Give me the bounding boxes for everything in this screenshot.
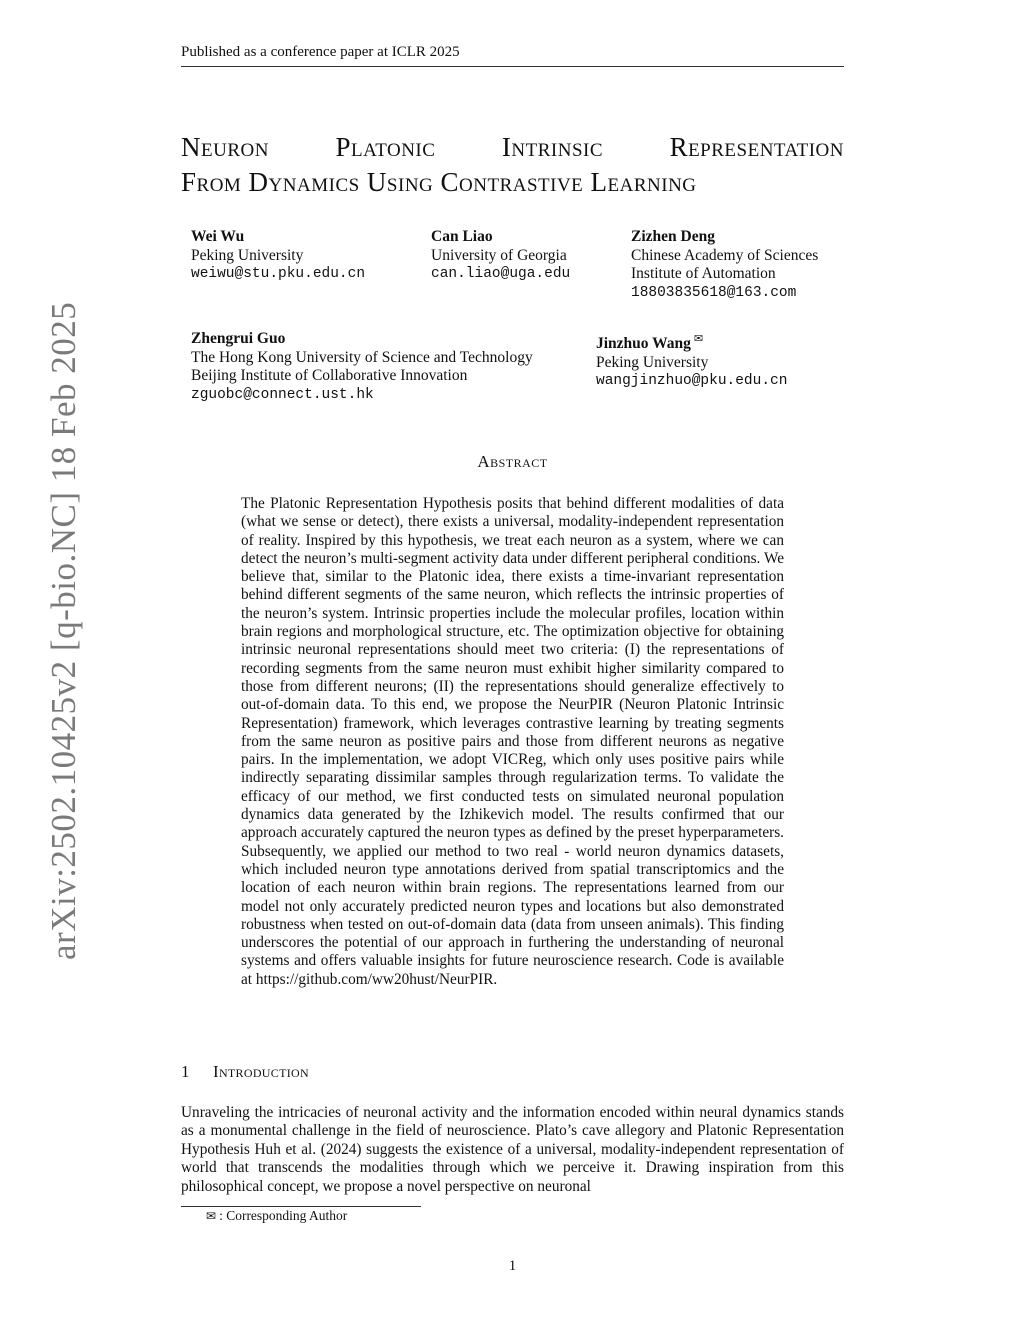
- author-email[interactable]: 18803835618@163.com: [631, 284, 797, 301]
- author-name: Wei Wu: [191, 228, 245, 245]
- footnote-divider: [181, 1206, 421, 1207]
- introduction-text: Unraveling the intricacies of neuronal activity and the information encoded within neural dynamics stands as a monumental challenge in the field of neuroscience. Plato’s cave allegory and Platonic Representation Hypothesis Huh et al. (2024) suggests the existence of a universal, modality-independent representation of world that transcends the modalities through which we perceive it. Drawing inspiration from this philosophical concept, we propose a novel perspective on neuronal: [181, 1104, 844, 1195]
- author-affiliation: The Hong Kong University of Science and Technology: [191, 348, 533, 366]
- author-email[interactable]: can.liao@uga.edu: [431, 266, 571, 282]
- author-block: [631, 228, 818, 302]
- abstract-heading: Abstract: [477, 452, 548, 471]
- author-affiliation: University of Georgia: [431, 246, 567, 264]
- page-number: 1: [508, 1258, 517, 1274]
- arxiv-identifier[interactable]: arXiv:2502.10425v2 [q-bio.NC] 18 Feb 2025: [44, 301, 83, 960]
- author-block: [191, 330, 533, 404]
- author-affiliation: Beijing Institute of Collaborative Innovation: [191, 367, 468, 384]
- author-affiliation: Peking University: [596, 353, 709, 371]
- author-affiliation: Institute of Automation: [631, 265, 776, 282]
- running-header: Published as a conference paper at ICLR 2025: [181, 44, 460, 60]
- mail-icon: ✉: [693, 333, 704, 345]
- author-block: [596, 330, 787, 391]
- author-name: Zizhen Deng: [631, 228, 715, 245]
- author-block: [191, 228, 365, 284]
- footnote: [206, 1208, 347, 1224]
- author-email[interactable]: weiwu@stu.pku.edu.cn: [191, 266, 366, 282]
- mail-icon: ✉: [206, 1209, 217, 1223]
- author-name: Can Liao: [431, 228, 493, 245]
- author-name-row: [596, 330, 787, 354]
- author-name: Jinzhuo Wang: [596, 335, 691, 353]
- paper-title: [181, 130, 844, 200]
- section-heading-introduction: [181, 1062, 309, 1082]
- section-number: 1: [181, 1062, 190, 1081]
- header-divider: [181, 66, 844, 67]
- title-line-2: From Dynamics Using Contrastive Learning: [181, 167, 697, 197]
- author-block: [431, 228, 570, 284]
- author-email[interactable]: zguobc@connect.ust.hk: [191, 386, 374, 403]
- footnote-text: : Corresponding Author: [219, 1208, 348, 1223]
- author-affiliation: Peking University: [191, 246, 304, 264]
- abstract-text: The Platonic Representation Hypothesis posits that behind different modalities of data (what we sense or detect), there exists a universal, modality-independent representation of reality. Inspired by this hypothesis, we treat each neuron as a system, where we can detect the neuron’s multi-segment activity data under different peripheral conditions. We believe that, similar to the Platonic idea, there exists a time-invariant representation behind different segments of the same neuron, which reflects the intrinsic properties of the neuron’s system. Intrinsic properties include the molecular profiles, location within brain regions and morphological structure, etc. The optimization objective for obtaining intrinsic neuronal representations should meet two criteria: (I) the representations of recording segments from the same neuron must exhibit higher similarity compared to those from different neurons; (II) the representations should generalize effectively to out-of-domain data. To this end, we propose the NeurPIR (Neuron Platonic Intrinsic Representation) framework, which leverages contrastive learning by treating segments from the same neuron as positive pairs and those from different neurons as negative pairs. In the implementation, we adopt VICReg, which only uses positive pairs while indirectly separating dissimilar samples through regularization terms. To validate the efficacy of our method, we first conducted tests on simulated neuronal population dynamics data generated by the Izhikevich model. The results confirmed that our approach accurately captured the neuron types as defined by the preset hyperparameters. Subsequently, we applied our method to two real - world neuron dynamics datasets, which included neuron type annotations derived from spatial transcriptomics and the location of each neuron within brain regions. The representations learned from our model not only accurately predicted neuron types and locations but also demonstrated robustness when tested on out-of-domain data (data from unseen animals). This finding underscores the potential of our approach in furthering the understanding of neuronal systems and offers valuable insights for future neuroscience research. Code is available at https://github.com/ww20hust/NeurPIR.: [241, 495, 784, 988]
- title-line-1: Neuron Platonic Intrinsic Representation: [181, 132, 844, 162]
- author-email[interactable]: wangjinzhuo@pku.edu.cn: [596, 373, 788, 390]
- author-affiliation: Chinese Academy of Sciences: [631, 246, 819, 264]
- author-name: Zhengrui Guo: [191, 330, 286, 347]
- section-title: Introduction: [213, 1062, 309, 1081]
